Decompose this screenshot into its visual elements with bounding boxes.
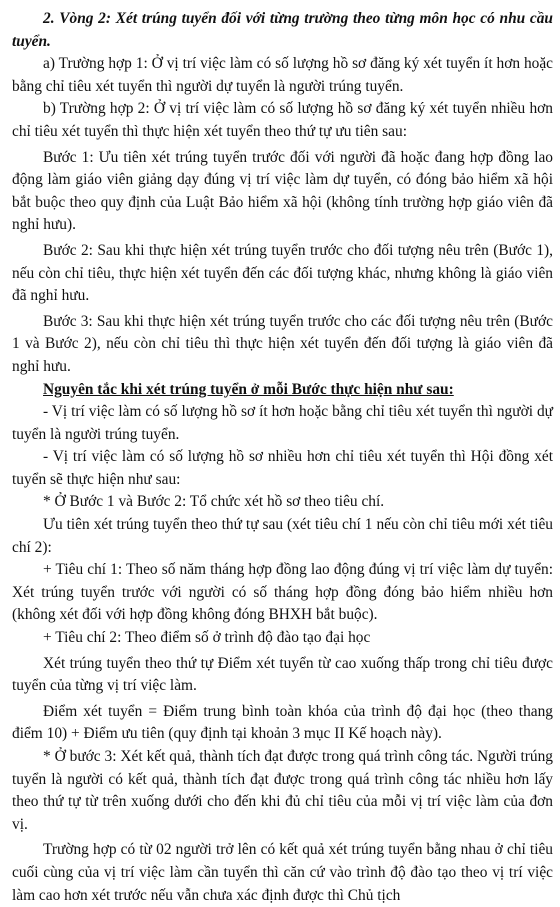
priority-paragraph: Ưu tiên xét trúng tuyển theo thứ tự sau (xét tiêu chí 1 nếu còn chỉ tiêu mới xét tiêu chí 2): (12, 516, 553, 556)
case-a-paragraph: a) Trường hợp 1: Ở vị trí việc làm có số lượng hồ sơ đăng ký xét tuyển ít hơn hoặc bằng chỉ tiêu xét tuyển thì người dự tuyển là người trúng tuyển. (12, 55, 553, 95)
case-b-paragraph: b) Trường hợp 2: Ở vị trí việc làm có số lượng hồ sơ đăng ký xét tuyển nhiều hơn chỉ tiêu xét tuyển thì thực hiện xét tuyển theo thứ tự ưu tiên sau: (12, 100, 553, 140)
step-2-paragraph: Bước 2: Sau khi thực hiện xét trúng tuyển trước cho đối tượng nêu trên (Bước 1), nếu còn chỉ tiêu, thực hiện xét tuyển đến các đối tượng khác, nhưng không là giáo viên đã nghỉ hưu. (12, 241, 553, 305)
score-order-paragraph: Xét trúng tuyển theo thứ tự Điểm xét tuyển từ cao xuống thấp trong chỉ tiêu được tuyển của từng vị trí việc làm. (12, 654, 553, 695)
tie-case-paragraph: Trường hợp có từ 02 người trở lên có kết quả xét trúng tuyển bằng nhau ở chỉ tiêu cuối cùng của vị trí việc làm cần tuyển thì căn cứ vào trình độ đào tạo theo vị trí việc làm cao hơn xét trước nếu vẫn chưa xác định được thì Chủ tịch (12, 841, 553, 904)
principle-heading: Nguyên tắc khi xét trúng tuyển ở mỗi Bước thực hiện như sau: (43, 380, 454, 398)
criterion-1-paragraph: + Tiêu chí 1: Theo số năm tháng hợp đồng lao động đúng vị trí việc làm dự tuyển: Xét trúng tuyển trước với người có số tháng hợp đồng đóng bảo hiểm nhiều hơn (không xét đối với hợp đồng không đóng BHXH bắt buộc). (12, 561, 553, 624)
rule-2-paragraph: - Vị trí việc làm có số lượng hồ sơ nhiều hơn chỉ tiêu xét tuyển thì Hội đồng xét tuyển sẽ thực hiện như sau: (12, 448, 553, 488)
section-heading: 2. Vòng 2: Xét trúng tuyển đối với từng trường theo từng môn học có nhu cầu tuyển. (12, 10, 553, 50)
step-1-2-paragraph: * Ở Bước 1 và Bước 2: Tổ chức xét hồ sơ theo tiêu chí. (43, 493, 385, 511)
rule-1-paragraph: - Vị trí việc làm có số lượng hồ sơ ít hơn hoặc bằng chỉ tiêu xét tuyển thì người dự tuyển là người trúng tuyển. (12, 403, 553, 443)
criterion-2-paragraph: + Tiêu chí 2: Theo điểm số ở trình độ đào tạo đại học (43, 629, 371, 647)
step-3-paragraph: Bước 3: Sau khi thực hiện xét trúng tuyển trước cho các đối tượng nêu trên (Bước 1 và Bước 2), nếu còn chỉ tiêu thì thực hiện xét tuyển đến đối tượng là giáo viên đã nghỉ hưu. (12, 312, 553, 375)
step-3-rule-paragraph: * Ở bước 3: Xét kết quả, thành tích đạt được trong quá trình công tác. Người trúng tuyển là người có kết quả, thành tích đạt được trong quá trình công tác nhiều hơn lấy theo thứ tự từ trên xuống dưới cho đến khi đủ chỉ tiêu của mỗi vị trí việc làm của đơn vị. (12, 748, 553, 833)
formula-paragraph: Điểm xét tuyển = Điểm trung bình toàn khóa của trình độ đại học (theo thang điểm 10) + Điểm ưu tiên (quy định tại khoản 3 mục II Kế hoạch này). (12, 702, 553, 743)
step-1-paragraph: Bước 1: Ưu tiên xét trúng tuyển trước đối với người đã hoặc đang hợp đồng lao động làm giáo viên giảng dạy đúng vị trí việc làm dự tuyển, có đóng bảo hiểm xã hội bắt buộc theo quy định của Luật Bảo hiểm xã hội (không tính trường hợp giáo viên đã nghỉ hưu). (12, 148, 553, 234)
